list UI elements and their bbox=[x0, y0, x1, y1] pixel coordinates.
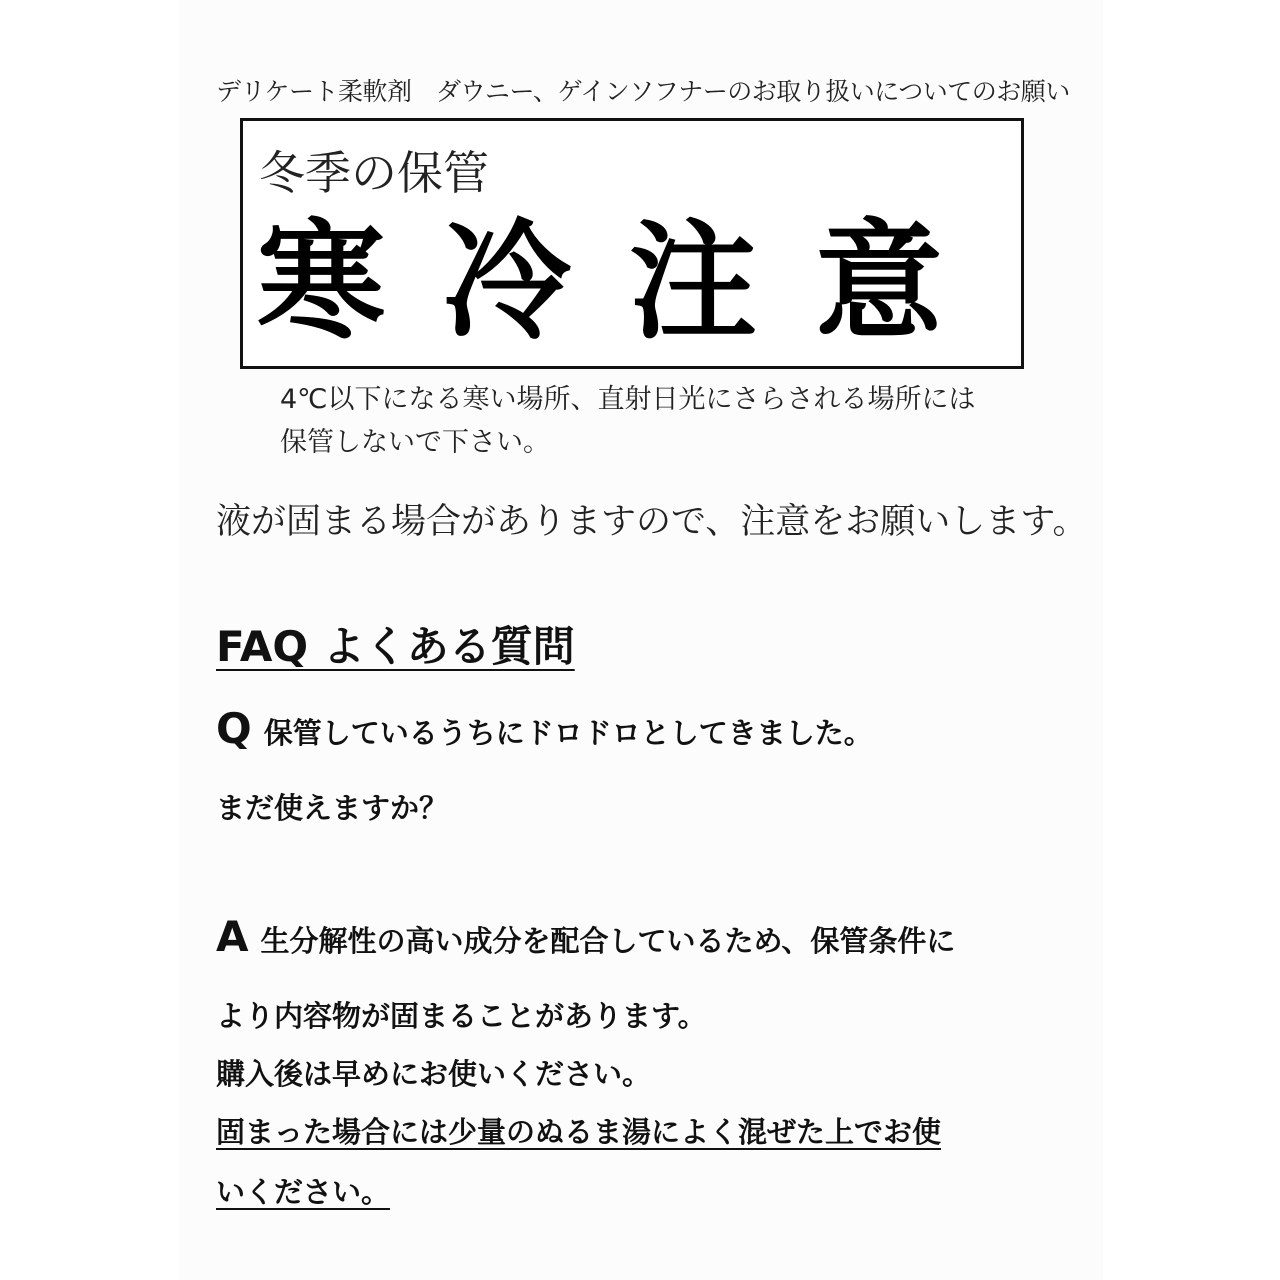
storage-instructions bbox=[280, 378, 976, 464]
question-marker: Q bbox=[216, 704, 252, 753]
faq-answer-line-1 bbox=[216, 912, 955, 961]
document-header-title: デリケート柔軟剤 ダウニー、ゲインソフナーのお取り扱いについてのお願い bbox=[216, 77, 1070, 106]
storage-instructions-line-1: 4℃以下になる寒い場所、直射日光にさらされる場所には bbox=[280, 384, 976, 415]
faq-answer-line-4: 固まった場合には少量のぬるま湯によく混ぜた上でお使 bbox=[216, 1115, 942, 1149]
winter-storage-notice-box bbox=[240, 118, 1024, 369]
faq-question-line-2: まだ使えますか？ bbox=[216, 791, 449, 825]
storage-instructions-line-2: 保管しないで下さい。 bbox=[280, 427, 550, 458]
caution-message: 液が固まる場合がありますので、注意をお願いします。 bbox=[216, 502, 1088, 542]
faq-title: FAQ よくある質問 bbox=[216, 622, 575, 671]
answer-text-1: 生分解性の高い成分を配合しているため、保管条件に bbox=[260, 924, 956, 958]
question-text-1: 保管しているうちにドロドロとしてきました。 bbox=[263, 716, 873, 750]
faq-answer-line-5: いください。 bbox=[216, 1175, 391, 1209]
cold-warning-label: 寒冷注意 bbox=[257, 208, 1002, 357]
faq-answer-line-2: より内容物が固まることがあります。 bbox=[216, 999, 707, 1033]
notice-heading: 冬季の保管 bbox=[259, 146, 489, 200]
answer-marker: A bbox=[216, 912, 249, 961]
faq-question-line-1 bbox=[216, 704, 873, 753]
faq-answer-line-3: 購入後は早めにお使いください。 bbox=[216, 1057, 652, 1091]
